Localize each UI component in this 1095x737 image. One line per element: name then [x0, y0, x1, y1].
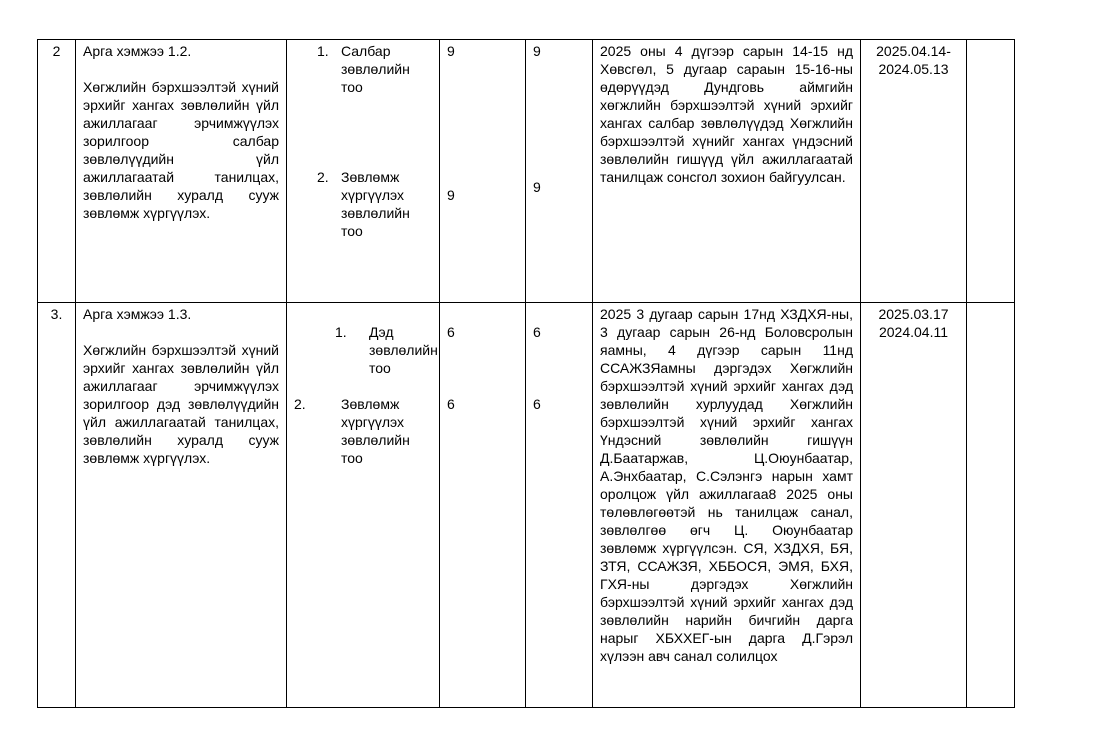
target-value: 6 [447, 396, 455, 412]
target-cell [440, 40, 526, 303]
indicator-text: Зөвлөмж хүргүүлэх зөвлөлийн тоо [341, 396, 410, 466]
result-text: 2025 3 дугаар сарын 17нд ХЗДХЯ-ны, 3 дугаар сарын 26-нд Боловсролын яамны, 4 дүгээр сарын 11нд ССАЖЗЯамны дэргэдэх Хөгжлийн бэрхшээлтэй хүний эрхийг хангах дэд зөвлөлийн хурлуудад Хөгжлийн бэрхшээлтэй хүний эрхийг хангах Үндэсний зөвлөлийн гишүүн Д.Баатаржав, Ц.Оюунбаатар, А.Энхбаатар, С.Сэлэнгэ нарын хамт оролцож үйл ажиллагаа8 2025 оны төлөвлөгөөтэй нь танилцаж санал, зөвлөлгөө өгч Ц. Оюунбаатар зөвлөмж хүргүүлсэн. СЯ, ХЗДХЯ, БЯ, ЗТЯ, ССАЖЗЯ, ХББОСЯ, ЭМЯ, БХЯ, ГХЯ-ны дэргэдэх Хөгжлийн бэрхшээлтэй хүний эрхийг хангах дэд зөвлөлийн нарийн бичгийн дарга нарыг ХБХХЕГ-ын дарга Д.Гэрэл хүлээн авч санал солилцох [600, 306, 853, 664]
indicator-number: 2. [317, 169, 329, 185]
indicator-cell [287, 303, 440, 708]
target-cell [440, 303, 526, 708]
indicator-text: Зөвлөмж хүргүүлэх зөвлөлийн тоо [341, 169, 410, 239]
actual-value: 9 [533, 43, 541, 59]
activity-text: Хөгжлийн бэрхшээлтэй хүний эрхийг хангах зөвлөлийн үйл ажиллагааг эрчимжүүлэх зорилгоор салбар зөвлөлүүдийн үйл ажиллагаатай танилцах, зөвлөлийн хуралд сууж зөвлөмж хүргүүлэх. [83, 79, 279, 221]
actual-cell [526, 40, 593, 303]
result-cell [593, 303, 861, 708]
row-number: 2 [38, 40, 76, 303]
indicator-text: Дэд зөвлөлийн тоо [369, 324, 438, 376]
indicator-text: Салбар зөвлөлийн тоо [341, 43, 410, 95]
activity-cell [76, 40, 287, 303]
result-text: 2025 оны 4 дүгээр сарын 14-15 нд Хөвсгөл, 5 дугаар сараын 15-16-ны өдөрүүдэд Дундговь аймгийн хөгжлийн бэрхшээлтэй хүний эрхийг хангах салбар зөвлөлүүдэд Хөгжлийн бэрхшээлтэй хүнийг хангах үндэсний зөвлөлийн гишүүд үйл ажиллагаатай танилцаж сонсгол зохион байгуулсан. [600, 43, 853, 185]
date-start: 2025.04.14- [876, 43, 951, 59]
date-start: 2025.03.17 [878, 306, 949, 322]
actual-value: 6 [533, 324, 541, 340]
indicator-item [294, 323, 438, 377]
date-cell [861, 303, 967, 708]
indicator-number: 1. [317, 43, 329, 59]
date-end: 2024.05.13 [878, 61, 949, 77]
indicator-number: 1. [335, 324, 347, 340]
activity-title: Арга хэмжээ 1.2. [83, 43, 192, 59]
target-value: 9 [447, 43, 455, 59]
activity-table [37, 39, 1015, 708]
row-number: 3. [38, 303, 76, 708]
indicator-cell [287, 40, 440, 303]
result-cell [593, 40, 861, 303]
activity-cell [76, 303, 287, 708]
note-cell [967, 303, 1015, 708]
note-cell [967, 40, 1015, 303]
activity-text: Хөгжлийн бэрхшээлтэй хүний эрхийг хангах зөвлөлийн үйл ажиллагааг эрчимжүүлэх зорилгоор дэд зөвлөлүүдийн үйл ажиллагаатай танилцах, зөвлөлийн хуралд сууж зөвлөмж хүргүүлэх. [83, 342, 279, 466]
date-cell [861, 40, 967, 303]
actual-value: 6 [533, 396, 541, 412]
actual-cell [526, 303, 593, 708]
table-row [38, 303, 1015, 708]
actual-value: 9 [533, 179, 541, 195]
activity-title: Арга хэмжээ 1.3. [83, 306, 192, 322]
indicator-number: 2. [294, 396, 306, 412]
target-value: 6 [447, 324, 455, 340]
indicator-item [294, 395, 432, 467]
date-end: 2024.04.11 [878, 324, 949, 340]
indicator-item [317, 168, 432, 240]
indicator-item [317, 42, 432, 96]
target-value: 9 [447, 187, 455, 203]
table-row [38, 40, 1015, 303]
